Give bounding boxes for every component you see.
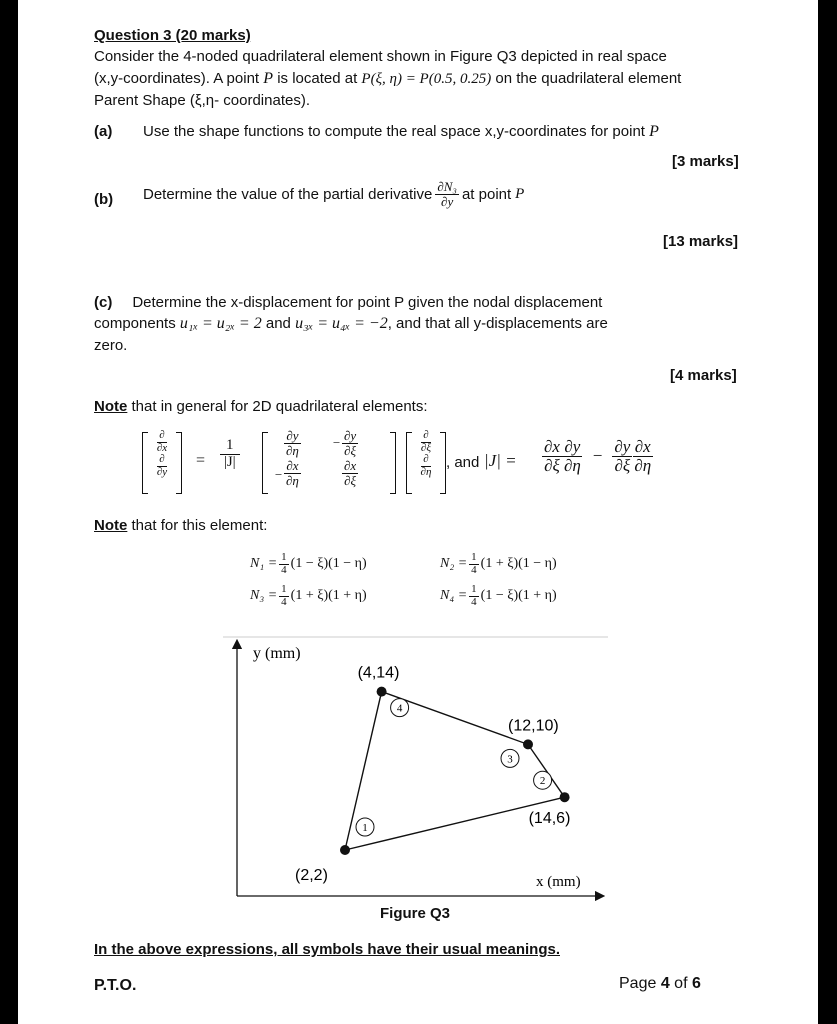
part-c-disp-1: u₁ₓ = u₂ₓ = 2 <box>179 315 262 332</box>
node-4-coord-label: (4,14) <box>357 664 400 682</box>
n1-den: 4 <box>281 563 287 576</box>
part-b-text <box>143 180 524 208</box>
shape-n1 <box>250 552 367 576</box>
page-total: 6 <box>691 975 701 992</box>
page-current: 4 <box>660 975 670 992</box>
n3-den: 4 <box>281 595 287 608</box>
part-c-line-2 <box>94 315 608 333</box>
intro-line-2-a: (x,y-coordinates). A point <box>94 70 264 87</box>
question-title: Question 3 (20 marks) <box>94 27 251 44</box>
note-element-bold: Note <box>94 517 128 534</box>
m21-den: ∂η <box>286 472 299 488</box>
note-element <box>94 517 267 534</box>
m22-num: ∂x <box>344 458 357 473</box>
node-1-coord-label: (2,2) <box>295 867 328 884</box>
n2-lhs: N₂ = <box>440 556 468 572</box>
jd-t4-den: ∂η <box>634 455 652 475</box>
n3-num: 1 <box>281 583 287 595</box>
jacobian-equation <box>138 430 698 498</box>
lhs-dy: ∂y <box>156 465 168 478</box>
m12-minus: − <box>332 435 341 450</box>
bracket-right-1 <box>176 432 182 494</box>
x-axis-label: x (mm) <box>536 874 581 890</box>
n2-rhs: (1 + ξ)(1 − η) <box>480 556 557 572</box>
page-number <box>619 975 701 993</box>
m12-den: ∂ξ <box>344 442 357 458</box>
rhs-d2: ∂ <box>423 453 429 466</box>
part-b-derivative <box>435 180 459 208</box>
lhs-d1: ∂ <box>159 429 165 441</box>
m11-den: ∂η <box>286 442 299 458</box>
intro-line-3: Parent Shape (ξ,η- coordinates). <box>94 92 310 109</box>
n1-lhs: N₁ = <box>250 556 278 572</box>
jdet-definition <box>542 438 653 475</box>
eq-sign-1: = <box>196 452 206 469</box>
part-c-line-1-text: Determine the x-displacement for point P given the nodal displacement <box>132 294 603 311</box>
bracket-left-2 <box>262 432 268 494</box>
note-element-text: that for this element: <box>127 517 268 534</box>
n4-den: 4 <box>471 595 477 608</box>
m21-num: ∂x <box>286 458 299 473</box>
rhs-deta: ∂η <box>420 465 432 478</box>
note-general-text: that in general for 2D quadrilateral elements: <box>127 398 428 415</box>
part-c-line-2-c: , and that all y-displacements are <box>387 315 608 332</box>
symbols-note: In the above expressions, all symbols have their usual meanings. <box>94 941 560 958</box>
part-b-question: Determine the value of the partial derivative <box>143 185 433 203</box>
abs-j-denominator: |J| <box>223 453 236 470</box>
n4-rhs: (1 − ξ)(1 + η) <box>480 588 557 604</box>
jd-t4-num: ∂x <box>634 437 651 456</box>
m21-minus: − <box>274 467 283 482</box>
intro-line-1: Consider the 4-noded quadrilateral element shown in Figure Q3 depicted in real space <box>94 48 667 65</box>
n3-lhs: N₃ = <box>250 588 278 604</box>
jdet-lhs: |J| = <box>484 451 517 470</box>
node-4-point <box>377 687 387 697</box>
n1-rhs: (1 − ξ)(1 − η) <box>290 556 367 572</box>
m11-num: ∂y <box>286 428 299 443</box>
part-b-marks: [13 marks] <box>663 233 739 250</box>
pto-label: P.T.O. <box>94 977 137 994</box>
part-c-disp-2: u₃ₓ = u₄ₓ = −2 <box>295 315 388 332</box>
note-general-bold: Note <box>94 398 128 415</box>
node-2-number: 2 <box>539 775 546 788</box>
n3-rhs: (1 + ξ)(1 + η) <box>290 588 367 604</box>
part-c-line-1 <box>94 294 602 311</box>
lhs-dx: ∂x <box>156 441 168 454</box>
n2-den: 4 <box>471 563 477 576</box>
part-c-line-2-a: components <box>94 315 180 332</box>
node-3-number: 3 <box>507 753 513 766</box>
intro-line-2-c: on the quadrilateral element <box>491 70 682 87</box>
jd-minus: − <box>592 446 603 466</box>
figure-caption: Figure Q3 <box>380 905 451 922</box>
node-2-coord-label: (14,6) <box>528 810 571 828</box>
jd-t1-num: ∂x <box>544 437 560 456</box>
part-b-deriv-den: ∂y <box>441 193 454 209</box>
n4-num: 1 <box>471 583 477 595</box>
rhs-d1: ∂ <box>423 429 429 441</box>
shape-n4 <box>440 584 557 608</box>
one-over-j <box>220 438 240 471</box>
part-a-text <box>143 123 659 141</box>
intro-line-2 <box>94 70 681 88</box>
shape-n3 <box>250 584 367 608</box>
n1-num: 1 <box>281 551 287 563</box>
part-c-line-3: zero. <box>94 337 128 354</box>
part-a-label: (a) <box>94 123 113 140</box>
part-a-marks: [3 marks] <box>672 153 739 170</box>
y-axis-label: y (mm) <box>253 645 301 662</box>
n2-num: 1 <box>471 551 477 563</box>
jacobian-matrix <box>272 429 392 493</box>
node-4-number: 4 <box>396 702 403 715</box>
node-layer <box>295 665 570 884</box>
intro-point-p: P <box>263 70 274 87</box>
jd-t3-den: ∂ξ <box>614 455 631 475</box>
note-general <box>94 398 428 415</box>
intro-line-2-b: is located at <box>273 70 362 87</box>
lhs-d2: ∂ <box>159 453 165 466</box>
part-a-question: Use the shape functions to compute the real space x,y-coordinates for point <box>143 123 650 140</box>
page-mid: of <box>669 975 692 992</box>
part-c-line-2-b: and <box>261 315 296 332</box>
shape-n2 <box>440 552 557 576</box>
node-1-point <box>340 845 350 855</box>
figure-q3 <box>18 630 818 920</box>
part-b-label: (b) <box>94 191 114 208</box>
m12-num: ∂y <box>344 428 357 443</box>
rhs-vector <box>414 430 438 478</box>
rhs-dxi: ∂ξ <box>420 441 432 454</box>
part-a-point: P <box>649 123 659 140</box>
one-numerator: 1 <box>220 438 240 455</box>
jd-t2-num: ∂y <box>564 437 581 456</box>
lhs-vector <box>150 430 174 478</box>
node-1-number: 1 <box>362 822 368 834</box>
bracket-left-1 <box>142 432 148 494</box>
m22-den: ∂ξ <box>344 472 357 488</box>
jd-t2-den: ∂η <box>563 455 581 475</box>
part-c-label: (c) <box>94 294 113 311</box>
part-b-tail: at point <box>461 185 512 203</box>
page-prefix: Page <box>619 975 661 992</box>
jd-t1-den: ∂ξ <box>544 455 560 475</box>
bracket-left-3 <box>406 432 412 494</box>
node-3-point <box>523 739 533 749</box>
node-3-coord-label: (12,10) <box>508 717 559 735</box>
part-b-point: P <box>515 185 525 202</box>
n4-lhs: N₄ = <box>440 588 468 604</box>
intro-point-coords: P(ξ, η) = P(0.5, 0.25) <box>361 71 492 87</box>
jd-t3-num: ∂y <box>614 437 631 456</box>
part-b-deriv-num: ∂N₃ <box>437 179 457 194</box>
bracket-right-2 <box>390 432 396 494</box>
and-text: , and <box>446 454 480 471</box>
node-2-point <box>560 792 570 802</box>
document-page <box>18 0 818 1024</box>
part-c-marks: [4 marks] <box>670 367 737 384</box>
